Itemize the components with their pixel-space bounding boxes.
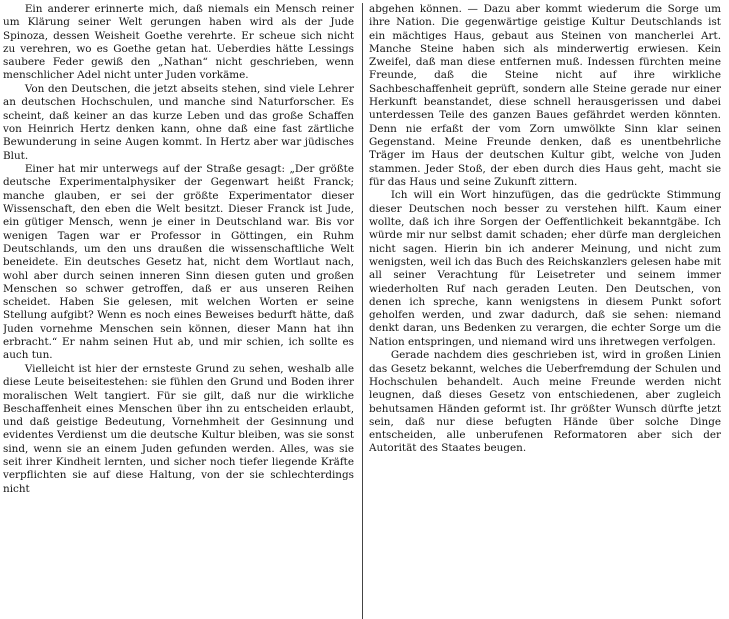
paragraph-spinoza: Ein anderer erinnerte mich, daß niemals ein Mensch reiner um Klärung seiner Welt gerungen haben wird als der Jude Spinoza, dessen Weisheit Goethe verehrte. Er scheue sich nicht zu verehren, wo es Goethe getan hat. Ueberdies hätte Lessings saubere Feder gewiß den „Nathan“ nicht geschrieben, wenn menschlicher Adel nicht unter Juden vorkäme.	[3, 3, 354, 82]
left-column	[3, 3, 359, 619]
paragraph-public-word: Ich will ein Wort hinzufügen, das die gedrückte Stimmung dieser Deutschen noch besser zu verstehen hilft. Kaum einer wollte, daß ich ihre Sorgen der Oeffentlichkeit bekanntgäbe. Ich würde mir nur selbst damit schaden; eher dürfe man dergleichen nicht sagen. Hierin bin ich anderer Meinung, und nicht zum wenigsten, weil ich das Buch des Reichskanzlers gelesen habe mit all seiner Verachtung für Leisetreter und seinem immer wiederholten Ruf nach geraden Leuten. Den Deutschen, von denen ich spreche, kann wenigstens in diesem Punkt sofort geholfen werden, und zwar dadurch, daß sie sehen: niemand denkt daran, uns Bedenken zu verargen, die echter Sorge um die Nation entspringen, und niemand wird uns ihretwegen verfolgen.	[369, 189, 721, 348]
right-column	[369, 3, 721, 619]
paragraph-nation-house: abgehen können. — Dazu aber kommt wiederum die Sorge um ihre Nation. Die gegenwärtige geistige Kultur Deutschlands ist ein mächtiges Haus, gebaut aus Steinen von mancherlei Art. Manche Steine haben sich als minderwertig erwiesen. Kein Zweifel, daß man diese entfernen muß. Indessen fürchten meine Freunde, daß die Steine nicht auf ihre wirkliche Sachbeschaffenheit geprüft, sondern alle Steine gerade nur einer Herkunft beanstandet, diese schnell herausgerissen und dabei unterdessen Teile des ganzen Baues gefährdet werden könnten. Denn nie erfaßt der vom Zorn umwölkte Sinn klar seinen Gegenstand. Meine Freunde denken, daß es unentbehrliche Träger im Haus der deutschen Kultur gibt, welche von Juden stammen. Jeder Stoß, der eben durch dies Haus geht, macht sie für das Haus und seine Zukunft zittern.	[369, 3, 721, 188]
column-divider	[362, 3, 363, 619]
paragraph-franck: Einer hat mir unterwegs auf der Straße gesagt: „Der größte deutsche Experimentalphysiker der Gegenwart heißt Franck; manche glauben, er sei der größte Experimentator dieser Wissenschaft, den eben die Welt besitzt. Dieser Franck ist Jude, ein gütiger Mensch, wenn je einer in Deutschland war. Bis vor wenigen Tagen war er Professor in Göttingen, ein Ruhm Deutschlands, um den uns draußen die wissenschaftliche Welt beneidete. Ein deutsches Gesetz hat, nicht dem Wortlaut nach, wohl aber durch seinen inneren Sinn diesen guten und großen Menschen so schwer getroffen, daß er aus unseren Reihen scheidet. Haben Sie gelesen, mit welchen Worten er seine Stellung aufgibt? Wenn es noch eines Beweises bedurft hätte, daß Juden vornehme Menschen sein können, dieser Mann hat ihn erbracht.“ Er nahm seinen Hut ab, und mir schien, ich sollte es auch tun.	[3, 163, 354, 362]
paragraph-hertz: Von den Deutschen, die jetzt abseits stehen, sind viele Lehrer an deutschen Hochschulen, und manche sind Naturforscher. Es scheint, daß keiner an das kurze Leben und das große Schaffen von Heinrich Hertz denken kann, ohne daß eine fast zärtliche Bewunderung in seine Augen kommt. In Hertz aber war jüdisches Blut.	[3, 83, 354, 162]
paragraph-moral-ground: Vielleicht ist hier der ernsteste Grund zu sehen, weshalb alle diese Leute beiseitestehen: sie fühlen den Grund und Boden ihrer moralischen Welt tangiert. Für sie gilt, daß nur die wirkliche Beschaffenheit eines Menschen über ihn zu entscheiden erlaubt, und daß geistige Bedeutung, Vornehmheit der Gesinnung und evidentes Verdienst um die deutsche Kultur bleiben, was sie sonst sind, wenn sie an einem Juden gefunden werden. Alles, was sie seit ihrer Kindheit lernten, und sicher noch tiefer liegende Kräfte verpflichten sie auf diese Haltung, von der sie schlechterdings nicht	[3, 362, 354, 495]
paragraph-school-law: Gerade nachdem dies geschrieben ist, wird in großen Linien das Gesetz bekannt, welches die Ueberfremdung der Schulen und Hochschulen behandelt. Auch meine Freunde werden nicht leugnen, daß dieses Gesetz von entschiedenen, aber zugleich behutsamen Händen geformt ist. Ihr größter Wunsch dürfte jetzt sein, daß nur diese befugten Hände über solche Dinge entscheiden, alle unberufenen Reformatoren aber sich der Autorität des Staates beugen.	[369, 349, 721, 455]
